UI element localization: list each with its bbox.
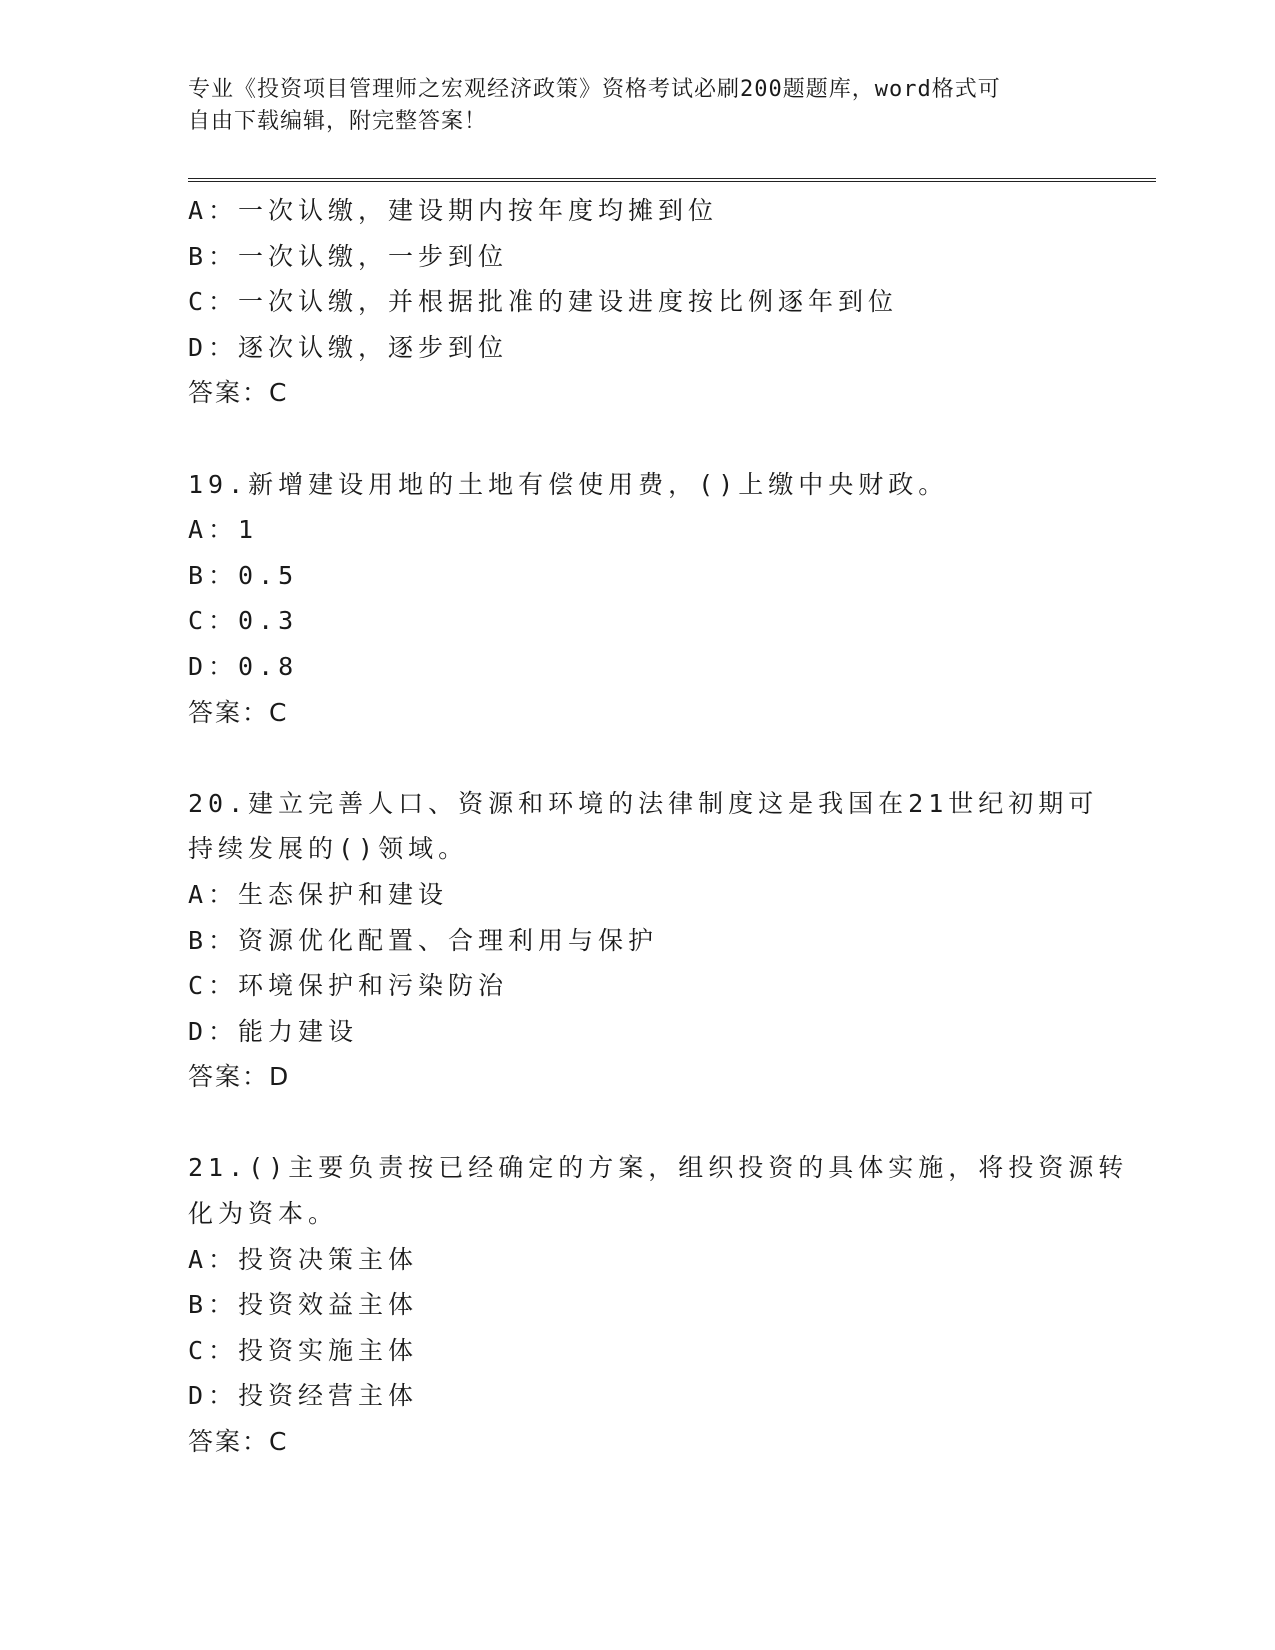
- question-20-stem-line-1: 20.建立完善人口、资源和环境的法律制度这是我国在21世纪初期可: [188, 788, 1099, 818]
- option-a: A：一次认缴，建设期内按年度均摊到位: [188, 196, 719, 225]
- option-c: C：0.3: [188, 606, 299, 636]
- answer-19: 答案：C: [188, 697, 289, 727]
- option-c: C：环境保护和污染防治: [188, 971, 509, 1001]
- answer-20: 答案：D: [188, 1062, 291, 1092]
- question-20: [188, 781, 1099, 1100]
- option-d: D：0.8: [188, 651, 299, 681]
- option-a: A：生态保护和建设: [188, 879, 449, 909]
- option-d: D：投资经营主体: [188, 1381, 419, 1411]
- answer-18: 答案：C: [188, 378, 289, 408]
- option-b: B：投资效益主体: [188, 1290, 419, 1320]
- question-18-options: [188, 188, 1088, 416]
- option-b: B：0.5: [188, 560, 299, 590]
- option-c: C：一次认缴，并根据批准的建设进度按比例逐年到位: [188, 287, 899, 317]
- question-20-stem-line-2: 持续发展的()领域。: [188, 834, 469, 864]
- question-21-stem-line-2: 化为资本。: [188, 1199, 339, 1229]
- question-21-stem-line-1: 21.()主要负责按已经确定的方案，组织投资的具体实施，将投资源转: [188, 1153, 1129, 1183]
- spacer: [188, 416, 1088, 462]
- question-19: [188, 462, 1088, 736]
- question-list: [188, 188, 1129, 1465]
- option-d: D：能力建设: [188, 1016, 359, 1046]
- header-title-line-2: 自由下载编辑，附完整答案！: [188, 109, 488, 134]
- option-b: B：资源优化配置、合理利用与保护: [188, 925, 659, 955]
- option-a: A：1: [188, 515, 259, 545]
- question-19-stem: 19.新增建设用地的土地有偿使用费，()上缴中央财政。: [188, 469, 949, 499]
- question-21: [188, 1145, 1129, 1464]
- spacer: [188, 735, 1088, 781]
- option-a: A：投资决策主体: [188, 1244, 419, 1274]
- header-title-line-1: 专业《投资项目管理师之宏观经济政策》资格考试必刷200题题库，word格式可: [188, 77, 1001, 102]
- answer-21: 答案：C: [188, 1427, 289, 1457]
- header-divider: [188, 178, 1156, 182]
- option-d: D：逐次认缴，逐步到位: [188, 332, 509, 362]
- option-b: B：一次认缴，一步到位: [188, 241, 509, 271]
- document-header: [188, 74, 1078, 138]
- option-c: C：投资实施主体: [188, 1335, 419, 1365]
- spacer: [188, 1100, 1088, 1146]
